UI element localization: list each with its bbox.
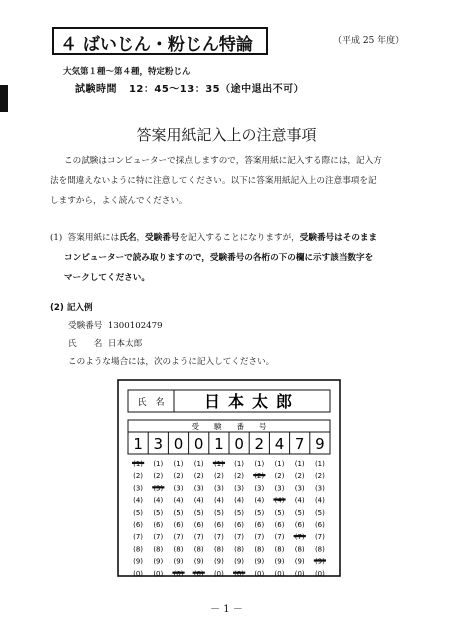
answer-bubble[interactable]: (6) [153, 521, 164, 529]
answer-bubble[interactable]: (8) [133, 545, 144, 554]
text: 受験番号 [145, 233, 180, 243]
answer-bubble[interactable]: (0) [254, 569, 265, 578]
bubble-mark [273, 498, 285, 500]
answer-bubble[interactable]: (6) [173, 521, 184, 529]
answer-bubble[interactable]: (5) [153, 508, 164, 517]
form-number-header: 受 験 番 号 [191, 422, 267, 431]
answer-bubble[interactable]: (8) [213, 545, 224, 554]
bubble-mark [132, 462, 144, 464]
bubble-mark [213, 462, 225, 464]
answer-bubble[interactable]: (3) [274, 484, 285, 493]
answer-bubble[interactable]: (5) [173, 508, 184, 517]
example-number-value: 1300102479 [107, 321, 163, 331]
answer-bubble[interactable]: (2) [234, 472, 245, 481]
answer-bubble[interactable]: (2) [274, 472, 285, 481]
answer-bubble[interactable]: (7) [213, 533, 224, 542]
digit-cell-value: 1 [214, 435, 224, 453]
digit-cell-value: 0 [234, 435, 244, 453]
answer-bubble[interactable]: (9) [294, 557, 305, 566]
answer-bubble[interactable]: (4) [173, 496, 184, 505]
page-heading: 答案用紙記入上の注意事項 [136, 126, 317, 144]
answer-bubble[interactable]: (6) [193, 521, 204, 529]
answer-bubble[interactable]: (1) [173, 460, 184, 468]
answer-bubble[interactable]: (0) [274, 569, 285, 578]
example-note: このような場合には，次のように記入してください。 [68, 357, 275, 367]
answer-bubble[interactable]: (5) [213, 508, 224, 517]
answer-bubble[interactable]: (6) [314, 521, 325, 529]
answer-bubble[interactable]: (9) [133, 557, 144, 566]
bubble-mark [172, 572, 184, 574]
time-label: 試験時間 [75, 84, 117, 95]
answer-bubble[interactable]: (4) [294, 496, 305, 505]
bubble-mark [152, 486, 164, 488]
digit-cell-value: 3 [153, 435, 164, 453]
answer-bubble[interactable]: (8) [193, 545, 204, 554]
exam-title: ４ ばいじん・粉じん特論 [60, 35, 253, 55]
answer-bubble[interactable]: (8) [153, 545, 164, 554]
answer-bubble[interactable]: (7) [173, 533, 184, 542]
answer-bubble[interactable]: (7) [254, 533, 265, 542]
bubble-mark [233, 572, 245, 574]
answer-bubble[interactable]: (3) [213, 484, 224, 493]
digit-cell-value: 2 [254, 435, 265, 453]
answer-bubble[interactable]: (1) [234, 460, 245, 468]
intro-line-2: 法を間違えないように特に注意してください。以下に答案用紙記入上の注意事項を記 [50, 176, 377, 186]
answer-bubble[interactable]: (1) [153, 460, 164, 468]
digit-cells [133, 432, 324, 454]
exam-year: （平成 25 年度） [333, 36, 405, 46]
answer-bubble[interactable]: (6) [213, 521, 224, 529]
form-name-value: 日本太郎 [203, 392, 301, 411]
answer-bubble[interactable]: (0) [133, 569, 144, 578]
answer-bubble[interactable]: (5) [254, 508, 265, 517]
answer-bubble[interactable]: (9) [153, 557, 164, 566]
answer-bubble[interactable]: (9) [173, 557, 184, 566]
example-name-label: 氏 名 [68, 339, 103, 349]
answer-bubble[interactable]: (2) [213, 472, 224, 481]
text: 受験番号はそのまま [299, 233, 378, 243]
time-value: 12：45～13：35（途中退出不可） [128, 84, 305, 95]
answer-bubble[interactable]: (1) [294, 460, 305, 468]
answer-bubble[interactable]: (5) [133, 508, 144, 517]
answer-bubble[interactable]: (0) [294, 569, 305, 578]
example-number-label: 受験番号 [68, 321, 103, 331]
digit-cell-value: 0 [173, 435, 184, 453]
answer-bubble[interactable]: (7) [234, 533, 245, 542]
text: を記入することになりますが， [179, 233, 300, 243]
answer-bubble[interactable]: (4) [133, 496, 144, 505]
answer-bubble[interactable]: (0) [153, 569, 164, 578]
answer-bubble[interactable]: (4) [314, 496, 325, 505]
answer-bubble[interactable]: (3) [254, 484, 265, 493]
answer-bubble[interactable]: (0) [314, 569, 325, 578]
answer-bubble[interactable]: (5) [274, 508, 285, 517]
answer-bubble[interactable]: (5) [294, 508, 305, 517]
answer-bubble[interactable]: (9) [213, 557, 224, 566]
answer-bubble[interactable]: (9) [234, 557, 245, 566]
answer-bubble[interactable]: (1) [254, 460, 265, 468]
intro-line-3: しますから，よく読んでください。 [50, 196, 188, 206]
answer-bubble[interactable]: (8) [254, 545, 265, 554]
answer-bubble[interactable]: (8) [294, 545, 305, 554]
answer-bubble[interactable]: (7) [133, 533, 144, 542]
answer-bubble[interactable]: (0) [213, 569, 224, 578]
answer-bubble[interactable]: (7) [153, 533, 164, 542]
answer-bubble[interactable]: (8) [274, 545, 285, 554]
answer-bubble[interactable]: (3) [294, 484, 305, 493]
section1-num: (1) [50, 233, 63, 243]
answer-bubble[interactable]: (9) [274, 557, 285, 566]
answer-bubble[interactable]: (4) [213, 496, 224, 505]
bubble-mark [193, 572, 205, 574]
answer-bubble[interactable]: (6) [234, 521, 245, 529]
answer-bubble[interactable]: (5) [314, 508, 325, 517]
bubble-mark [294, 535, 306, 537]
answer-bubble[interactable]: (8) [234, 545, 245, 554]
answer-bubble[interactable]: (4) [254, 496, 265, 505]
answer-bubble[interactable]: (4) [193, 496, 204, 505]
digit-cell-value: 7 [294, 435, 305, 453]
answer-bubble[interactable]: (5) [193, 508, 204, 517]
answer-bubble[interactable]: (7) [193, 533, 204, 542]
section1-line-3: マークしてください。 [64, 273, 150, 283]
answer-bubble[interactable]: (1) [193, 460, 204, 468]
form-name-label: 氏 名 [137, 398, 165, 408]
answer-bubble[interactable]: (3) [193, 484, 204, 493]
answer-bubble[interactable]: (2) [173, 472, 184, 481]
answer-bubble[interactable]: (2) [133, 472, 144, 481]
answer-bubble[interactable]: (3) [314, 484, 325, 493]
answer-bubble[interactable]: (2) [294, 472, 305, 481]
answer-bubble[interactable]: (1) [274, 460, 285, 468]
answer-bubble[interactable]: (2) [314, 472, 325, 481]
digit-cell-value: 1 [133, 435, 143, 453]
example-name-value: 日本太郎 [107, 339, 143, 349]
answer-bubble[interactable]: (7) [314, 533, 325, 542]
exam-classes: 大気第１種～第４種，特定粉じん [63, 67, 191, 77]
bubble-mark [253, 474, 265, 476]
answer-bubble[interactable]: (6) [274, 521, 285, 529]
page-number: － 1 － [210, 604, 243, 615]
answer-bubble[interactable]: (6) [254, 521, 265, 529]
bubble-mark [314, 559, 326, 561]
text: ， [136, 233, 146, 243]
answer-bubble[interactable]: (9) [254, 557, 265, 566]
text: 答案用紙には [67, 233, 120, 243]
intro-line-1: この試験はコンピューターで採点しますので，答案用紙に記入する際には，記入方 [64, 156, 382, 166]
answer-bubble[interactable]: (3) [173, 484, 184, 493]
answer-bubble[interactable]: (4) [234, 496, 245, 505]
answer-bubble[interactable]: (8) [173, 545, 184, 554]
bubble-grid [132, 460, 326, 578]
answer-bubble[interactable]: (6) [294, 521, 305, 529]
answer-bubble[interactable]: (2) [193, 472, 204, 481]
answer-bubble[interactable]: (7) [274, 533, 285, 542]
section1-line-2: コンピューターで読み取りますので，受験番号の各桁の下の欄に示す該当数字を [64, 253, 374, 263]
text: 氏名 [119, 233, 137, 243]
answer-bubble[interactable]: (3) [234, 484, 245, 493]
section2-title: (2) 記入例 [50, 303, 93, 313]
answer-bubble[interactable]: (1) [314, 460, 325, 468]
answer-bubble[interactable]: (4) [153, 496, 164, 505]
digit-cell-value: 9 [315, 435, 325, 453]
answer-bubble[interactable]: (6) [133, 521, 144, 529]
digit-cell-value: 4 [274, 435, 285, 453]
answer-bubble[interactable]: (5) [234, 508, 245, 517]
answer-bubble[interactable]: (2) [153, 472, 164, 481]
answer-bubble[interactable]: (9) [193, 557, 204, 566]
answer-bubble[interactable]: (3) [133, 484, 144, 493]
answer-bubble[interactable]: (8) [314, 545, 325, 554]
digit-cell-value: 0 [193, 435, 204, 453]
